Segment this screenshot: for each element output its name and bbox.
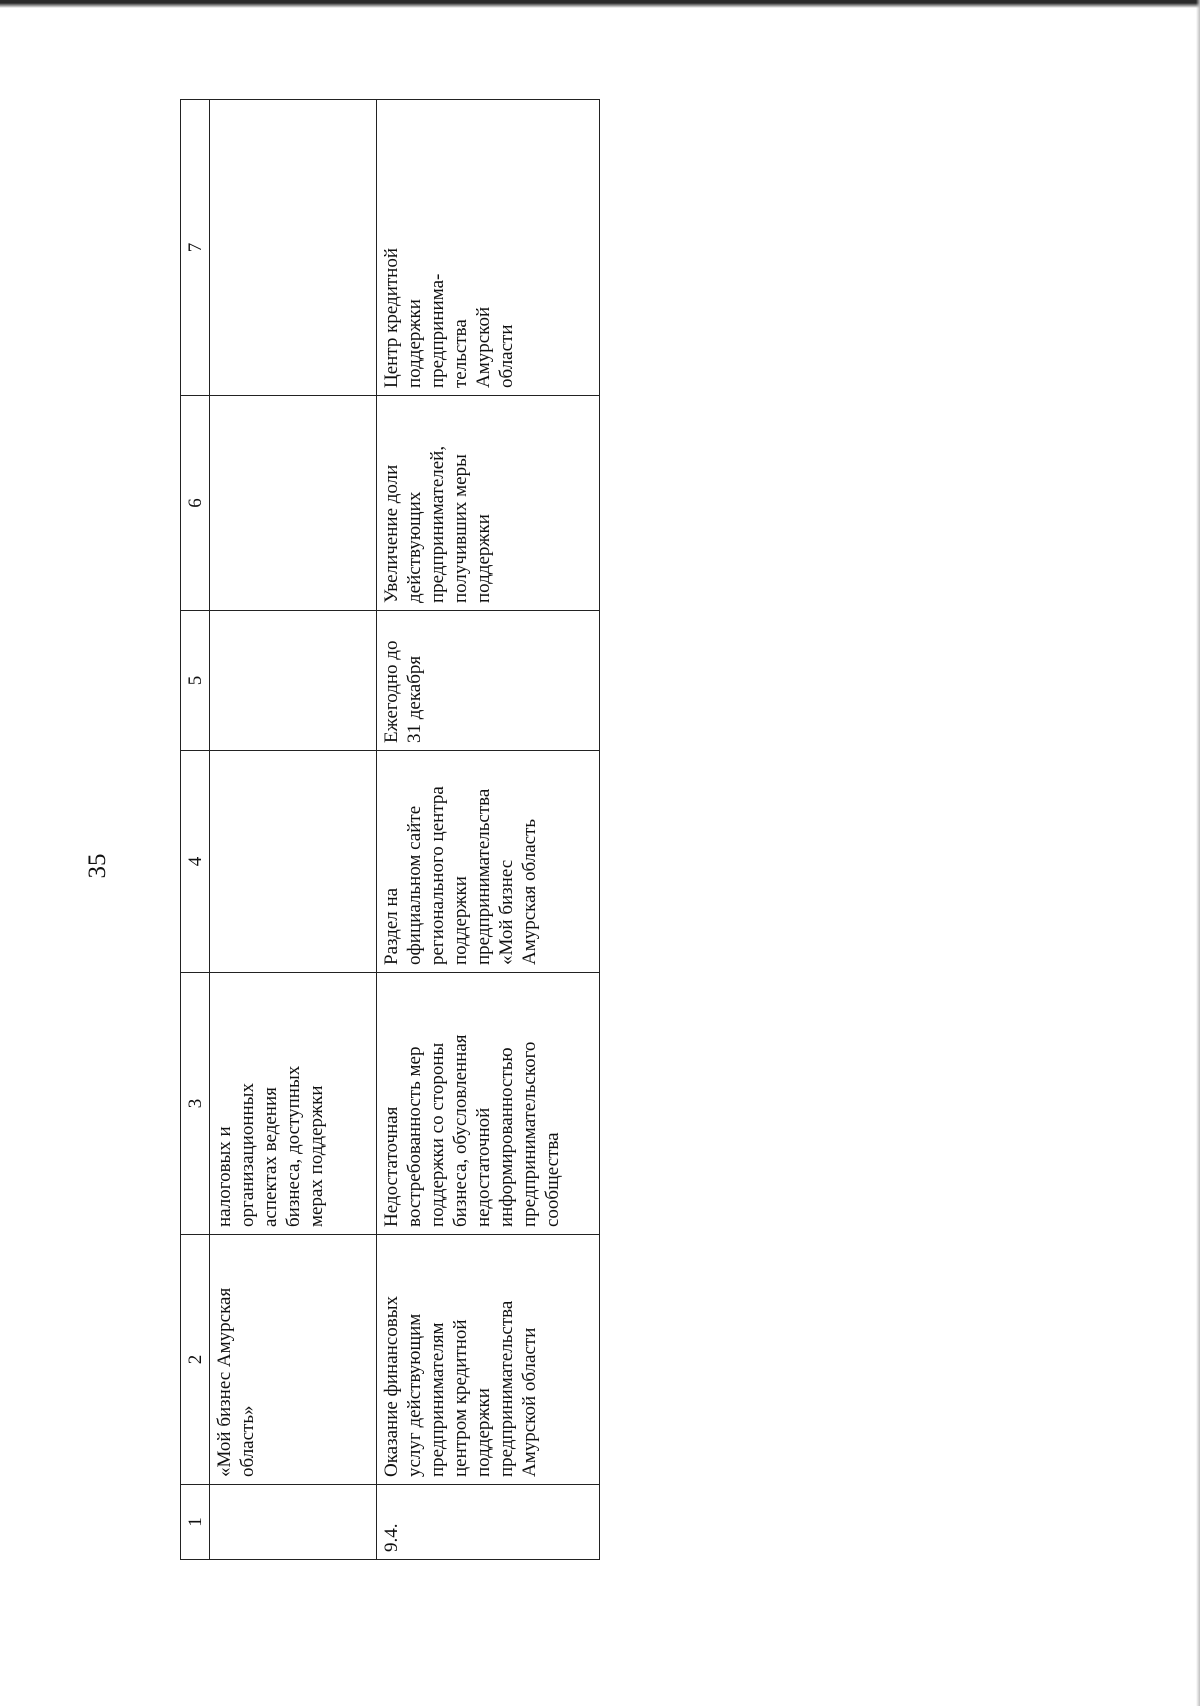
table-row (210, 100, 377, 1560)
cell-result: Увеличение доли действующих предпринимателей, получивших меры поддержки (377, 396, 600, 611)
column-header-6: 6 (181, 396, 210, 611)
column-header-4: 4 (181, 751, 210, 973)
table-container (180, 100, 600, 1560)
cell-result (210, 396, 377, 611)
column-header-3: 3 (181, 973, 210, 1235)
cell-source (210, 751, 377, 973)
cell-problem: налоговых и организационных аспектах ведения бизнеса, доступных мерах поддержки (210, 973, 377, 1235)
column-header-5: 5 (181, 611, 210, 751)
scan-edge-top (0, 0, 1200, 8)
cell-number (210, 1485, 377, 1560)
table-header-row (181, 100, 210, 1560)
cell-source: Раздел на официальном сайте регионального центра поддержки предпринимательства «Мой бизнес Амурская область (377, 751, 600, 973)
cell-measure: Оказание финансовых услуг действующим предпринимателям центром кредитной поддержки предпринимательства Амурской области (377, 1235, 600, 1485)
cell-deadline: Ежегодно до 31 декабря (377, 611, 600, 751)
column-header-2: 2 (181, 1235, 210, 1485)
cell-deadline (210, 611, 377, 751)
column-header-7: 7 (181, 100, 210, 396)
cell-number: 9.4. (377, 1485, 600, 1560)
cell-responsible: Центр кредитной поддержки предпринима- тельства Амурской области (377, 100, 600, 396)
cell-measure: «Мой бизнес Амурская область» (210, 1235, 377, 1485)
column-header-1: 1 (181, 1485, 210, 1560)
cell-problem: Недостаточная востребованность мер поддержки со стороны бизнеса, обусловленная недостаточной информированностью предпринимательского сообщества (377, 973, 600, 1235)
scan-edge-right (1196, 0, 1200, 1706)
data-table (180, 99, 600, 1560)
page-number: 35 (84, 853, 111, 879)
cell-responsible (210, 100, 377, 396)
table-row (377, 100, 600, 1560)
